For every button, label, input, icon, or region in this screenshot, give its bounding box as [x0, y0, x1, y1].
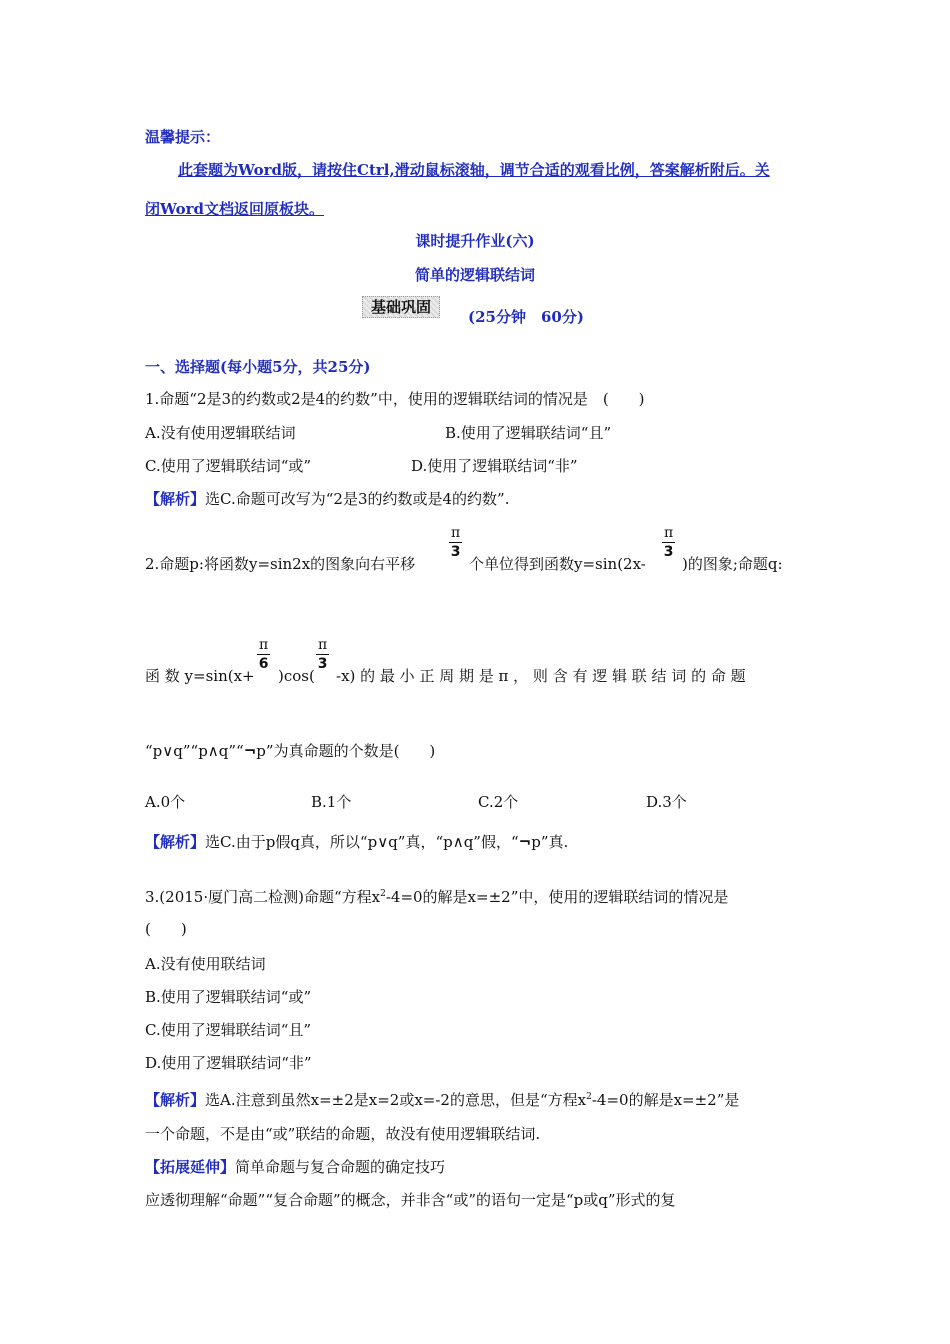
- q2-frac-pi-over-3-b: $\frac{\pi}{3}$: [663, 525, 674, 560]
- q2-stem-c: )的图象;命题q:: [682, 555, 783, 573]
- analysis-label: 【解析】: [145, 490, 206, 508]
- tip-line-2: 闭Word文档返回原板块。: [145, 200, 325, 218]
- q2-line2-a: 函 数 y=sin(x+: [145, 667, 255, 685]
- tip-line-1: 此套题为Word版，请按住Ctrl,滑动鼠标滚轴，调节合适的观看比例，答案解析附后。关: [178, 161, 770, 179]
- q3-analysis-line1: 【解析】选A.注意到虽然x=±2是x=2或x=-2的意思，但是“方程$x^2-4=0$的解是x=±2”是: [145, 1091, 740, 1109]
- extension-label: 【拓展延伸】: [145, 1158, 236, 1176]
- q1-option-d: D.使用了逻辑联结词“非”: [411, 457, 578, 475]
- page-subtitle: 简单的逻辑联结词: [414, 266, 535, 284]
- time-score: (25分钟 60分): [468, 308, 584, 326]
- q1-option-a: A.没有使用逻辑联结词: [145, 424, 296, 442]
- q1-analysis: [145, 489, 509, 509]
- q3-option-d: D.使用了逻辑联结词“非”: [145, 1054, 312, 1072]
- q3-option-b: B.使用了逻辑联结词“或”: [145, 988, 312, 1006]
- level-header: [362, 296, 440, 318]
- q2-line2-b: )cos(: [278, 667, 315, 685]
- q2-frac-pi-over-6: $\frac{\pi}{6}$: [258, 637, 269, 672]
- q1-stem: 1.命题“2是3的约数或2是4的约数”中，使用的逻辑联结词的情况是 ( ): [145, 390, 645, 408]
- q1-analysis-text: 选C.命题可改写为“2是3的约数或是4的约数”.: [205, 490, 510, 508]
- q3-stem-line1: 3.(2015·厦门高二检测)命题“方程$x^2-4=0$的解是x=±2”中，使用的逻辑联结词的情况是: [145, 888, 729, 906]
- q2-stem-b: 个单位得到函数y=sin(2x-: [469, 555, 646, 573]
- q2-line2-c: -x) 的 最 小 正 周 期 是 π ， 则 含 有 逻 辑 联 结 词 的 命 题: [336, 667, 746, 685]
- q2-frac-pi-over-3-a: $\frac{\pi}{3}$: [450, 525, 461, 560]
- q2-option-c: C.2个: [478, 793, 519, 811]
- basic-level-badge: 基础巩固: [362, 296, 440, 318]
- q2-option-a: A.0个: [145, 793, 186, 811]
- tip-title: 温馨提示：: [145, 128, 221, 146]
- extension-title: 简单命题与复合命题的确定技巧: [235, 1158, 446, 1176]
- analysis-label: 【解析】: [145, 833, 206, 851]
- q2-line3: “p∨q”“p∧q”“¬p”为真命题的个数是( ): [145, 742, 436, 760]
- extension-text: 应透彻理解“命题”“复合命题”的概念，并非含“或”的语句一定是“p或q”形式的复: [145, 1191, 676, 1209]
- not-symbol: ¬: [243, 742, 257, 760]
- section-title: 一、选择题(每小题5分，共25分): [145, 358, 371, 376]
- q3-stem-line2: ( ): [145, 920, 187, 938]
- q3-option-a: A.没有使用联结词: [145, 955, 266, 973]
- not-symbol: ¬: [518, 833, 532, 851]
- q2-option-b: B.1个: [311, 793, 352, 811]
- q2-stem-a: 2.命题p:将函数y=sin2x的图象向右平移: [145, 555, 416, 573]
- q2-frac-pi-over-3-c: $\frac{\pi}{3}$: [317, 637, 328, 672]
- extension-heading: [145, 1157, 445, 1177]
- q1-option-c: C.使用了逻辑联结词“或”: [145, 457, 312, 475]
- q2-option-d: D.3个: [646, 793, 687, 811]
- analysis-label: 【解析】: [145, 1091, 206, 1109]
- q3-analysis-line2: 一个命题，不是由“或”联结的命题，故没有使用逻辑联结词.: [145, 1125, 541, 1143]
- q2-analysis: 【解析】选C.由于p假q真，所以“p∨q”真，“p∧q”假，“¬p”真.: [145, 833, 569, 851]
- q3-option-c: C.使用了逻辑联结词“且”: [145, 1021, 312, 1039]
- q1-option-b: B.使用了逻辑联结词“且”: [445, 424, 612, 442]
- page-title: 课时提升作业(六): [415, 232, 535, 250]
